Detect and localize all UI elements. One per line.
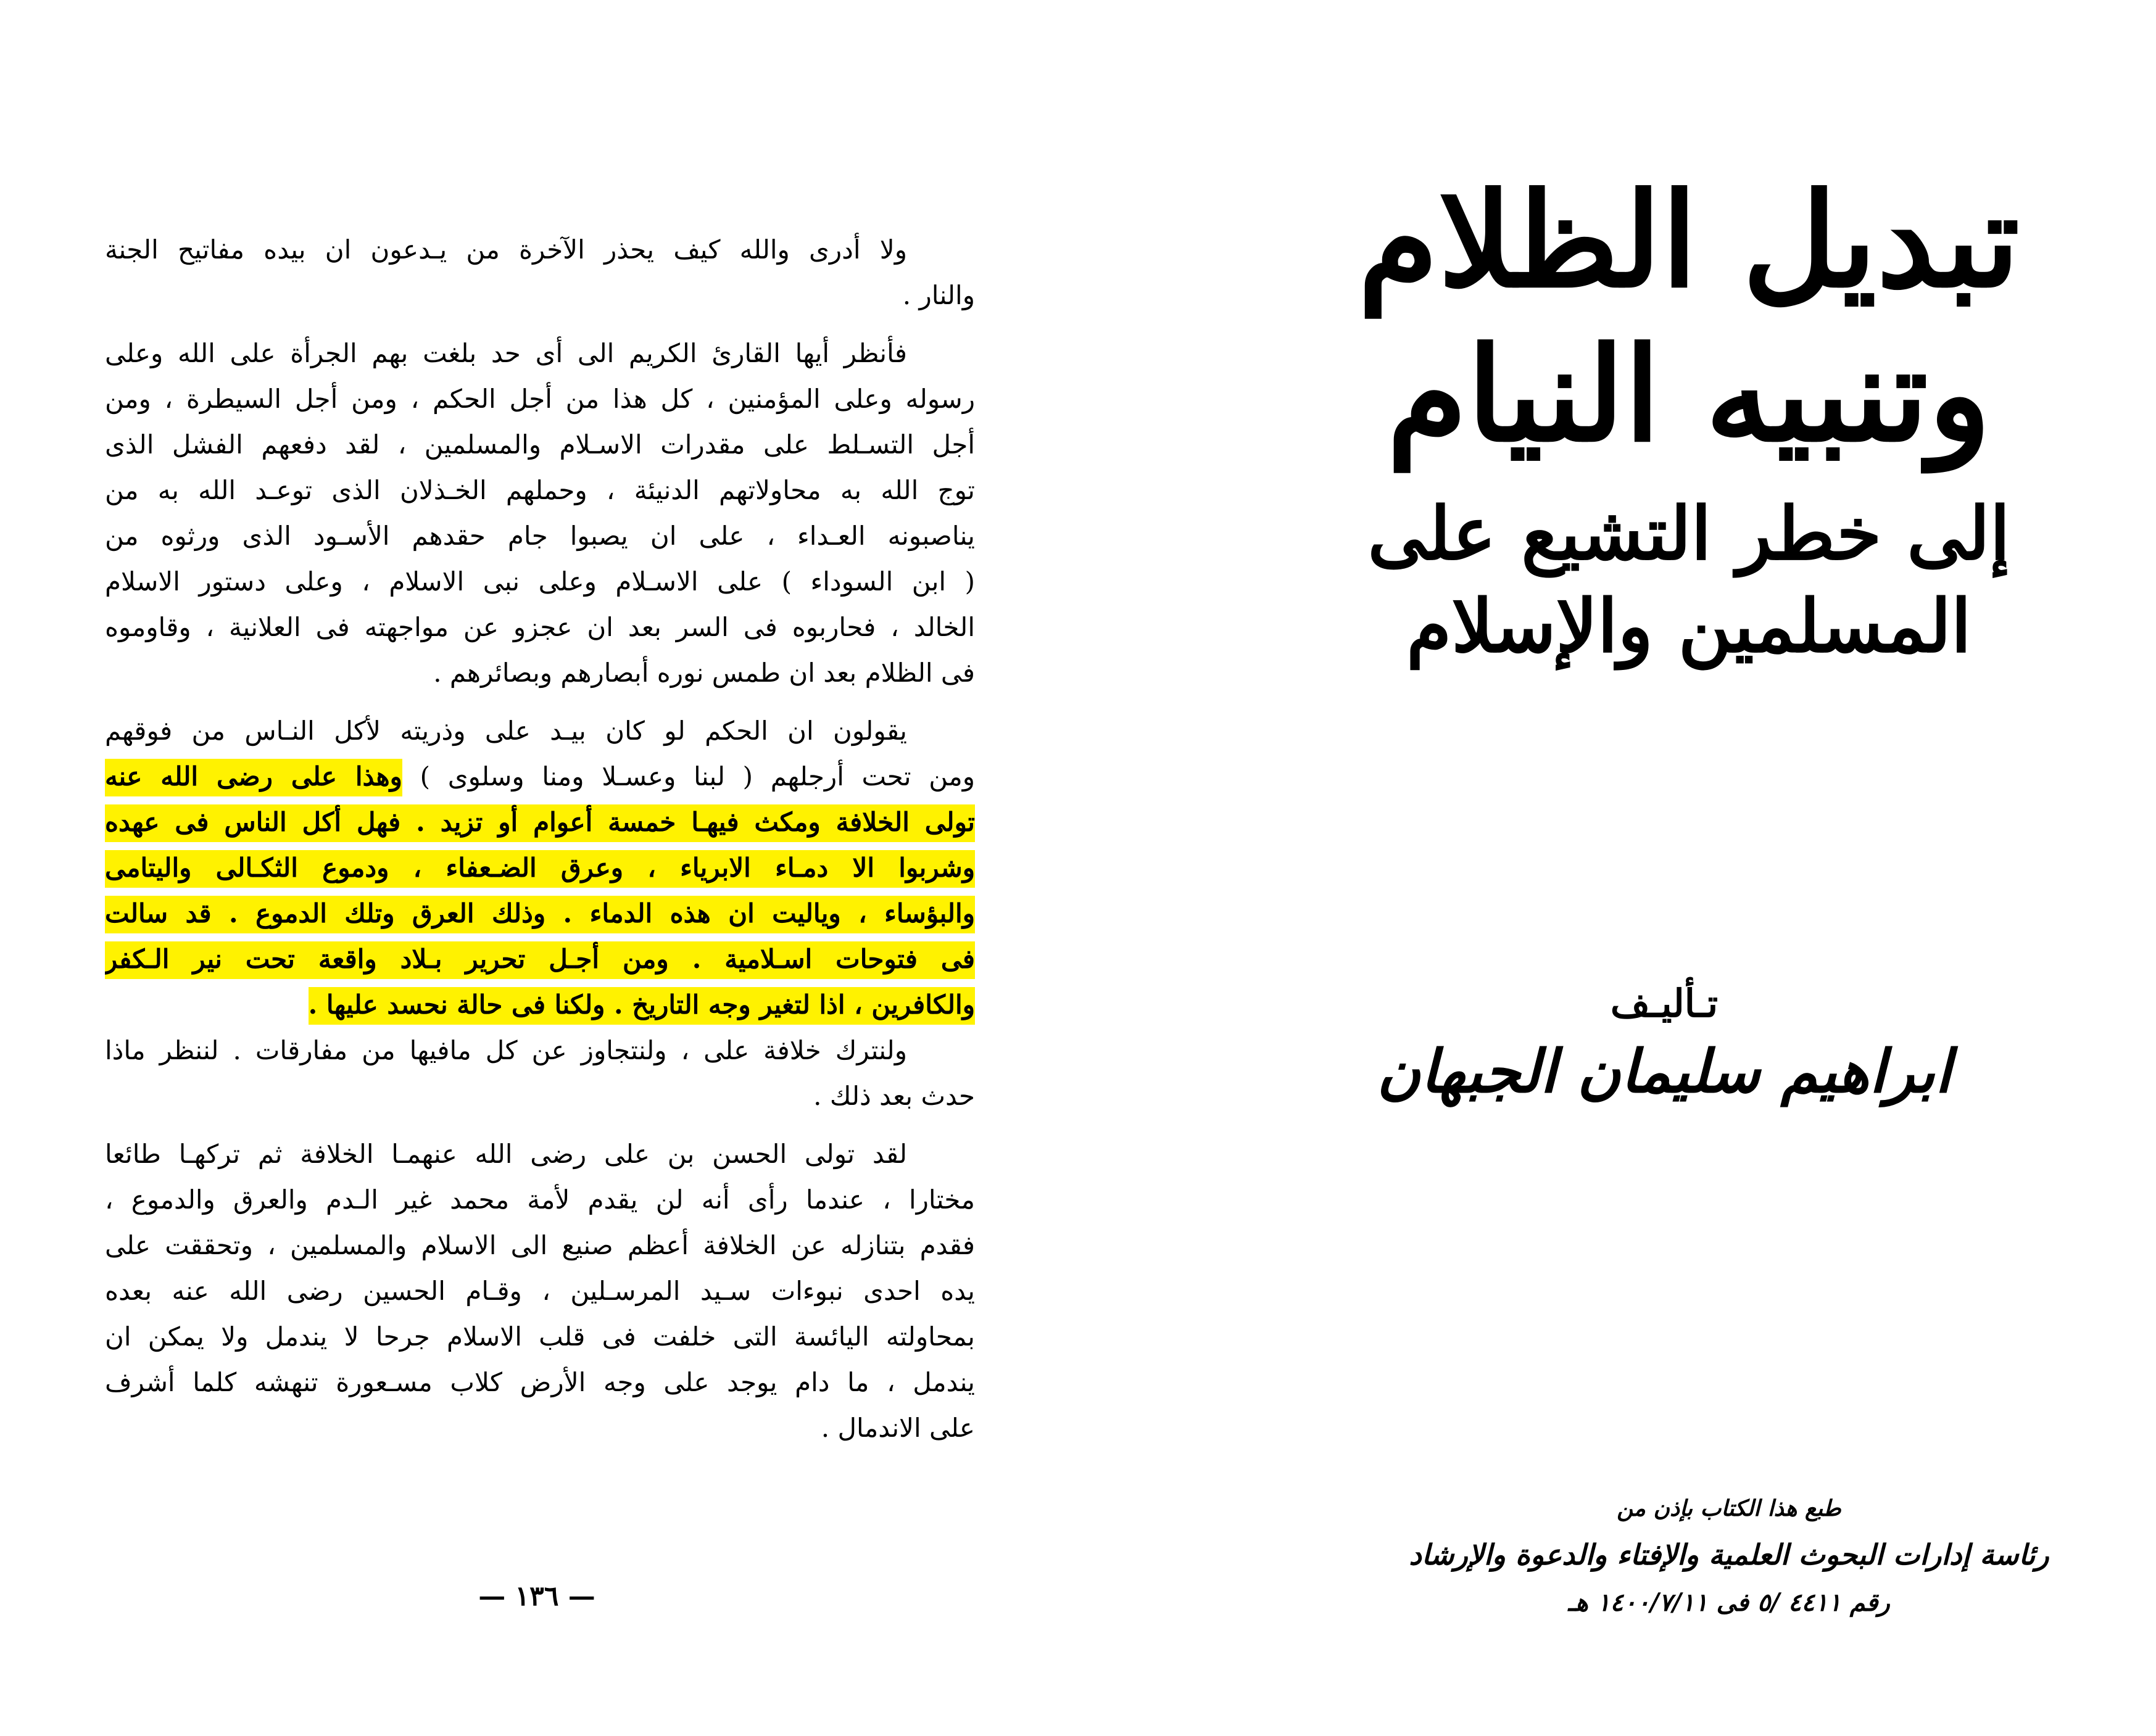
highlighted-line [105,891,975,936]
text-line: يقولون ان الحكم لو كان بيـد على وذريته لأكل النـاس من فوقهم [105,716,907,746]
book-title [1263,164,2115,672]
text-line: أجل التسـلط على مقدرات الاسـلام والمسلمين ، لقد دفعهم الفشل الذى [105,429,975,460]
text-line: والنار . [902,280,975,310]
paragraph-5 [105,1131,975,1451]
text-line: يندمل ، ما دام يوجد على وجه الأرض كلاب مسـعورة تنهشه كلما أشرف [105,1367,975,1397]
body-text [105,227,975,1451]
text-line: فى الظلام بعد ان طمس نوره أبصارهم وبصائرهم . [433,658,975,688]
text-line: يده احدى نبوءات سـيد المرسـلين ، وقـام الحسين رضى الله عنه بعده [105,1276,975,1306]
page-number: — ١٣٦ — [478,1581,595,1612]
text-line: ( ابن السوداء ) على الاسـلام وعلى نبى الاسلام ، وعلى دستور الاسلام [105,566,975,597]
text-line: مختارا ، عندما رأى أنه لن يقدم لأمة محمد غير الـدم والعرق والدموع ، [105,1184,975,1215]
text-line: ولنترك خلافة على ، ولنتجاوز عن كل مافيها من مفارقات . لننظر ماذا [105,1035,907,1065]
text-line: فقدم بتنازله عن الخلافة أعظم صنيع الى الاسلام والمسلمين ، وتحققت على [105,1230,975,1260]
text-line: توج الله به محاولاتهم الدنيئة ، وحملهم الخـذلان الذى توعـد الله به من [105,475,975,505]
highlighted-text: فى فتوحات اسـلامية . ومن أجـل تحرير بـلاد واقعة تحت نير الـكفر [105,941,975,979]
highlighted-text: تولى الخلافة ومكث فيهـا خمسة أعوام أو تزيد . فهل أكل الناس فى عهده [105,804,975,842]
mixed-highlight-line [105,754,975,800]
text-line: رسوله وعلى المؤمنين ، كل هذا من أجل الحكم ، ومن أجل السيطرة ، ومن [105,384,975,414]
title-line-2: وتنبيه النيام [1387,318,1991,471]
permission-line: طبع هذا الكتاب بإذن من [1617,1495,1841,1521]
author-label: تـأليـف [1610,981,1719,1026]
highlighted-text: والكافرين ، اذا لتغير وجه التاريخ . ولكنا فى حالة نحسد عليها . [309,987,975,1025]
highlighted-line [105,845,975,891]
text-line: حدث بعد ذلك . [813,1081,975,1111]
title-line-1: تبديل الظلام [1358,164,2020,316]
text-line: على الاندمال . [821,1413,975,1443]
author-name: ابراهيم سليمان الجبهان [1377,1036,1952,1106]
text-segment: ومن تحت أرجلهم ( لبنا وعسـلا ومنا وسلوى ) [420,761,975,792]
highlighted-line [105,982,975,1028]
highlighted-text: والبؤساء ، وياليت ان هذه الدماء . وذلك العرق وتلك الدموع . قد سالت [105,896,975,933]
text-line: ولا أدرى والله كيف يحذر الآخرة من يـدعون ان بيده مفاتيح الجنة [105,234,907,265]
cover-page [1078,0,2156,1736]
subtitle: إلى خطر التشيع على المسلمين والإسلام [1367,490,2010,669]
text-line: بمحاولته اليائسة التى خلفت فى قلب الاسلام جرحا لا يندمل ولا يمكن ان [105,1321,975,1352]
highlighted-line [105,936,975,982]
paragraph-3 [105,708,975,1028]
publication-permission [1374,1487,2084,1626]
paragraph-2 [105,331,975,696]
permission-authority: رئاسة إدارات البحوث العلمية والإفتاء والدعوة والإرشاد [1409,1538,2049,1571]
text-line: لقد تولى الحسن بن على رضى الله عنهمـا الخلافة ثم تركهـا طائعا [105,1139,907,1169]
text-line: يناصبونه العـداء ، على ان يصبوا جام حقدهم الأسـود الذى ورثوه من [105,521,975,551]
highlighted-text: وشربوا الا دمـاء الابرياء ، وعرق الضـعفاء ، ودموع الثكـالى واليتامى [105,850,975,888]
permission-number: رقم ٤٤١١ /٥ فى ١٤٠٠/٧/١١ هـ [1568,1588,1890,1617]
highlighted-text: وهذا على رضى الله عنه [105,759,402,796]
text-line: فأنظر أيها القارئ الكريم الى أى حد بلغت بهم الجرأة على الله وعلى [105,338,907,368]
highlighted-line [105,800,975,845]
paragraph-1 [105,227,975,318]
text-line: الخالد ، فحاربوه فى السر بعد ان عجزو عن مواجهته فى العلانية ، وقاوموه [105,612,975,642]
paragraph-4 [105,1028,975,1119]
